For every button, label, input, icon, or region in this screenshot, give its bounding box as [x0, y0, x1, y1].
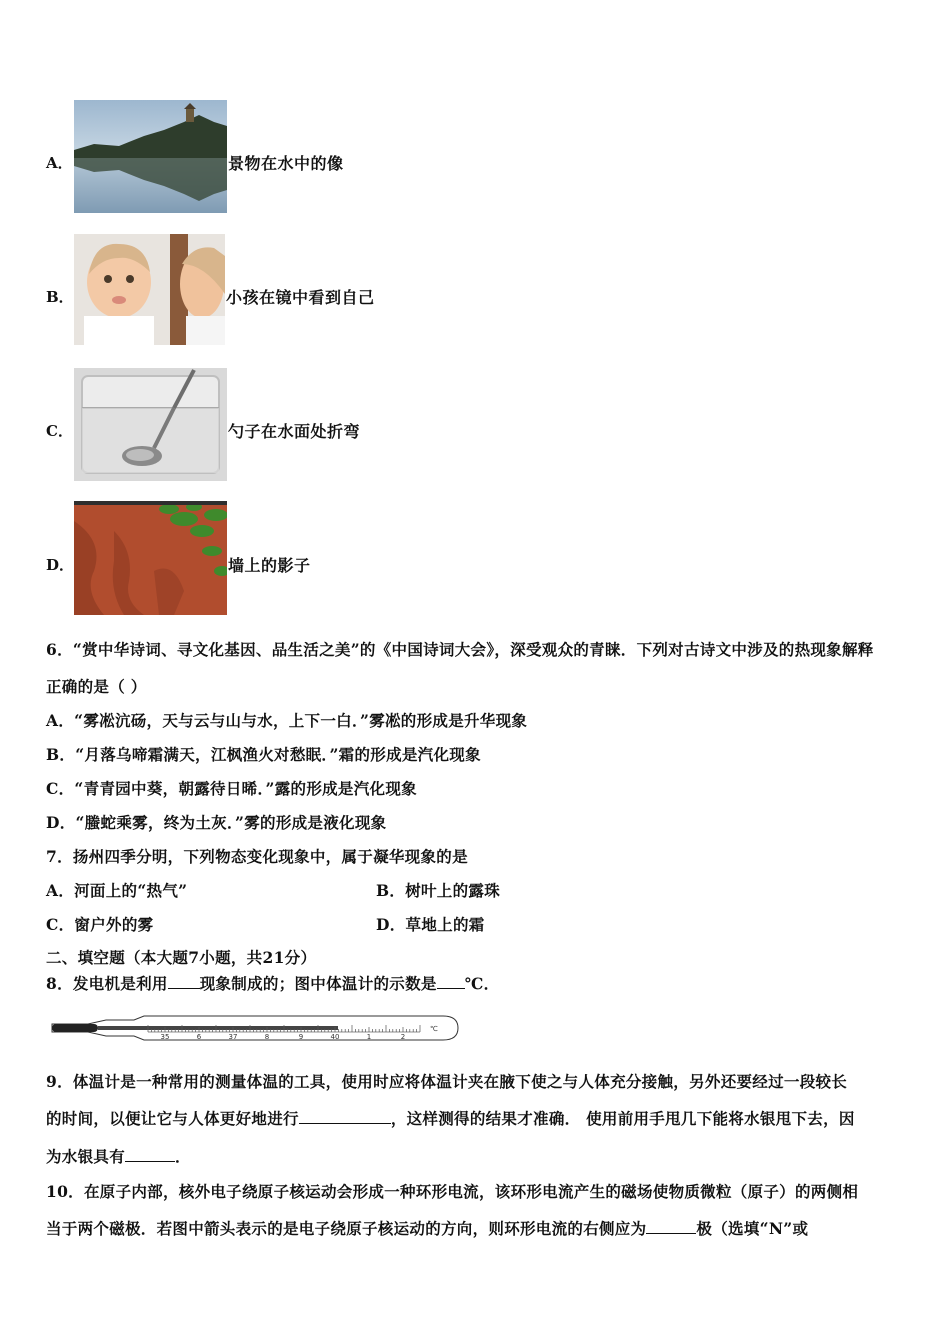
q9-line3-part2: ．: [175, 1147, 191, 1166]
answer-blank[interactable]: [125, 1147, 175, 1162]
q6-option-a: A．“雾凇沆砀，天与云与山与水，上下一白．”雾凇的形成是升华现象: [46, 711, 528, 730]
q7-option-d: D．草地上的霜: [376, 915, 485, 934]
q9-line1: 9．体温计是一种常用的测量体温的工具，使用时应将体温计夹在腋下使之与人体充分接触，另外还要经过一段较长: [46, 1072, 848, 1091]
option-letter: A．: [46, 154, 73, 172]
q10-line2: [46, 1217, 808, 1239]
section-heading: 二、填空题（本大题7小题，共21分）: [46, 948, 317, 967]
answer-blank[interactable]: [168, 974, 200, 989]
lake-reflection-image: [74, 100, 227, 213]
answer-blank[interactable]: [299, 1109, 391, 1124]
thermometer-tick-label: 9: [298, 1033, 304, 1041]
option-letter: D．: [46, 556, 75, 574]
q6-stem-line2: 正确的是（ ）: [46, 677, 147, 696]
wall-shadow-image: [74, 501, 227, 615]
thermometer-tick-label: 6: [196, 1033, 202, 1041]
q9-line2-part1: 的时间，以便让它与人体更好地进行: [46, 1109, 299, 1128]
thermometer-tick-label: 37: [228, 1033, 238, 1041]
option-letter: C．: [46, 422, 73, 440]
q9-line3: [46, 1145, 191, 1167]
thermometer-tick-label: 1: [366, 1033, 372, 1041]
thermometer-tick-label: 40: [330, 1033, 340, 1041]
q7-option-c: C．窗户外的雾: [46, 915, 154, 934]
baby-mirror-image: [74, 234, 225, 345]
thermometer-unit: ℃: [430, 1025, 438, 1033]
option-text: 小孩在镜中看到自己: [226, 288, 375, 307]
q9-line2: [46, 1107, 855, 1129]
answer-blank[interactable]: [437, 974, 465, 989]
option-text: 勺子在水面处折弯: [228, 422, 361, 441]
q10-line2-part2: 极（选填“N”或: [696, 1219, 809, 1238]
q6-option-c: C．“青青园中葵，朝露待日晞．”露的形成是汽化现象: [46, 779, 417, 798]
q9-line2-part2: ，这样测得的结果才准确． 使用前用手甩几下能将水银甩下去，因: [390, 1109, 855, 1128]
spoon-in-water-image: [74, 368, 227, 481]
q7-stem: 7．扬州四季分明，下列物态变化现象中，属于凝华现象的是: [46, 847, 468, 866]
q7-option-a: A．河面上的“热气”: [46, 881, 188, 900]
q8-part1: 8．发电机是利用: [46, 974, 168, 993]
option-letter: B．: [46, 288, 74, 306]
thermometer-tick-label: 35: [160, 1033, 170, 1041]
thermometer-tick-label: 2: [400, 1033, 406, 1041]
option-text: 墙上的影子: [228, 556, 311, 575]
q6-stem-line1: 6．“赏中华诗词、寻文化基因、品生活之美”的《中国诗词大会》，深受观众的青睐．下列对古诗文中涉及的热现象解释: [46, 640, 874, 659]
q10-line1: 10．在原子内部，核外电子绕原子核运动会形成一种环形电流，该环形电流产生的磁场使物质微粒（原子）的两侧相: [46, 1182, 859, 1201]
q8-stem: [46, 972, 499, 994]
q8-part2: 现象制成的；图中体温计的示数是: [199, 974, 437, 993]
answer-blank[interactable]: [646, 1219, 696, 1234]
q7-option-b: B．树叶上的露珠: [376, 881, 501, 900]
q9-line3-part1: 为水银具有: [46, 1147, 126, 1166]
thermometer-tick-label: 8: [264, 1033, 270, 1041]
q6-option-b: B．“月落乌啼霜满天，江枫渔火对愁眠．”霜的形成是汽化现象: [46, 745, 481, 764]
q8-part3: ℃．: [464, 974, 500, 993]
thermometer-figure: [48, 1012, 460, 1044]
q6-option-d: D．“螣蛇乘雾，终为土灰．”雾的形成是液化现象: [46, 813, 387, 832]
option-text: 景物在水中的像: [228, 154, 344, 173]
q10-line2-part1: 当于两个磁极．若图中箭头表示的是电子绕原子核运动的方向，则环形电流的右侧应为: [46, 1219, 647, 1238]
